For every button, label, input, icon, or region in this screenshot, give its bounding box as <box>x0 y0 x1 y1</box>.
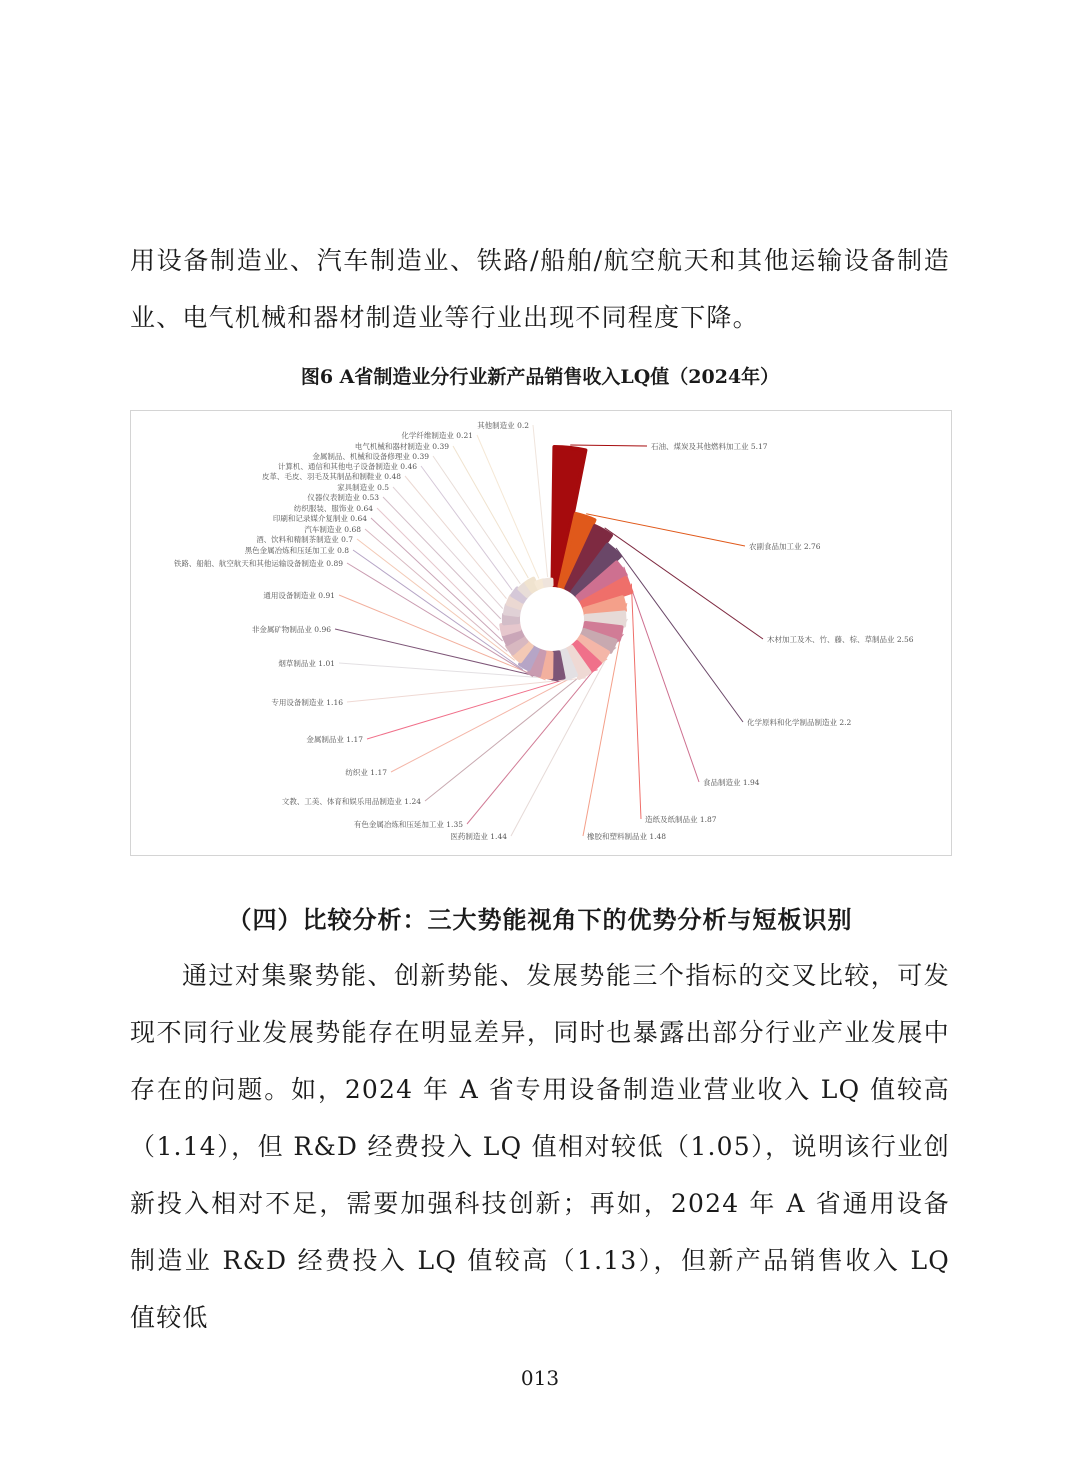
leader-line <box>383 497 501 619</box>
sector-label: 纺织业 1.17 <box>345 768 387 777</box>
leader-line <box>433 456 520 584</box>
leader-line <box>533 425 548 577</box>
leader-line <box>353 550 523 670</box>
sector-label: 其他制造业 0.2 <box>477 421 529 430</box>
figure-title: 图6 A省制造业分行业新产品销售收入LQ值（2024年） <box>300 366 780 388</box>
sector-label: 酒、饮料和精制茶制造业 0.7 <box>256 535 353 544</box>
sector-label: 印刷和记录媒介复制业 0.64 <box>272 514 367 523</box>
sector-label: 化学纤维制造业 0.21 <box>401 431 473 440</box>
leader-line <box>616 548 743 722</box>
sector-label: 农副食品加工业 2.76 <box>749 542 821 551</box>
sector-label: 金属制品、机械和设备修理业 0.39 <box>312 452 429 461</box>
sector-label: 黑色金属冶炼和压延加工业 0.8 <box>244 546 349 555</box>
section-title: （四）比较分析：三大势能视角下的优势分析与短板识别 <box>227 905 853 934</box>
leader-line <box>586 514 745 546</box>
rose-chart <box>130 410 952 856</box>
leader-line <box>477 435 539 578</box>
sector-label: 电气机械和器材制造业 0.39 <box>354 442 449 451</box>
sector-label: 汽车制造业 0.68 <box>304 525 361 534</box>
page-number: 013 <box>520 1366 560 1390</box>
sector-label: 造纸及纸制品业 1.87 <box>645 815 717 824</box>
sector-label: 通用设备制造业 0.91 <box>263 591 335 600</box>
sector-label: 专用设备制造业 1.16 <box>271 698 343 707</box>
sector-label: 非金属矿物制品业 0.96 <box>251 625 331 634</box>
sector-label: 石油、煤炭及其他燃料加工业 5.17 <box>651 442 768 451</box>
sector-label: 金属制品业 1.17 <box>306 735 363 744</box>
paragraph-intro: 用设备制造业、汽车制造业、铁路/船舶/航空航天和其他运输设备制造业、电气机械和器材制造业等行业出现不同程度下降。 <box>130 246 950 332</box>
sector-label: 烟草制品业 1.01 <box>278 659 335 668</box>
paragraph-analysis: 通过对集聚势能、创新势能、发展势能三个指标的交叉比较，可发现不同行业发展势能存在明显差异，同时也暴露出部分行业产业发展中存在的问题。如，2024 年 A 省专用设备制造业营业收入 LQ 值较高（1.14），但 R&D 经费投入 LQ 值相对较低（1.05），说明该行业创新投入相对不足，需要加强科技创新；再如，2024 年 A 省通用设备制造业 R&D 经费投入 LQ 值较高（1.13），但新产品销售收入 LQ 值较低 <box>130 961 950 1332</box>
sector-label: 纺织服装、服饰业 0.64 <box>293 504 373 513</box>
leader-line <box>631 584 641 819</box>
sector-label: 文教、工美、体育和娱乐用品制造业 1.24 <box>281 797 421 806</box>
sector-label: 铁路、船舶、航空航天和其他运输设备制造业 0.89 <box>173 559 343 568</box>
sector-label: 化学原料和化学制品制造业 2.2 <box>747 718 852 727</box>
rose-chart-svg <box>131 411 951 855</box>
sector-label: 计算机、通信和其他电子设备制造业 0.46 <box>277 462 417 471</box>
sector-label: 食品制造业 1.94 <box>703 778 760 787</box>
leader-line <box>357 539 515 660</box>
sector-label: 橡胶和塑料制品业 1.48 <box>587 832 667 841</box>
leader-line <box>371 518 503 641</box>
leader-line <box>347 678 586 702</box>
sector-label: 仪器仪表制造业 0.53 <box>307 493 379 502</box>
sector-label: 皮革、毛皮、羽毛及其制品和制鞋业 0.48 <box>261 472 401 481</box>
sector-label: 木材加工及木、竹、藤、棕、草制品业 2.56 <box>767 635 914 644</box>
leader-line <box>405 476 506 599</box>
rose-sector <box>544 580 551 586</box>
leader-line <box>570 445 647 446</box>
sector-label: 家具制造业 0.5 <box>337 483 389 492</box>
sector-label: 医药制造业 1.44 <box>450 832 507 841</box>
sector-label: 有色金属冶炼和压延加工业 1.35 <box>353 820 463 829</box>
